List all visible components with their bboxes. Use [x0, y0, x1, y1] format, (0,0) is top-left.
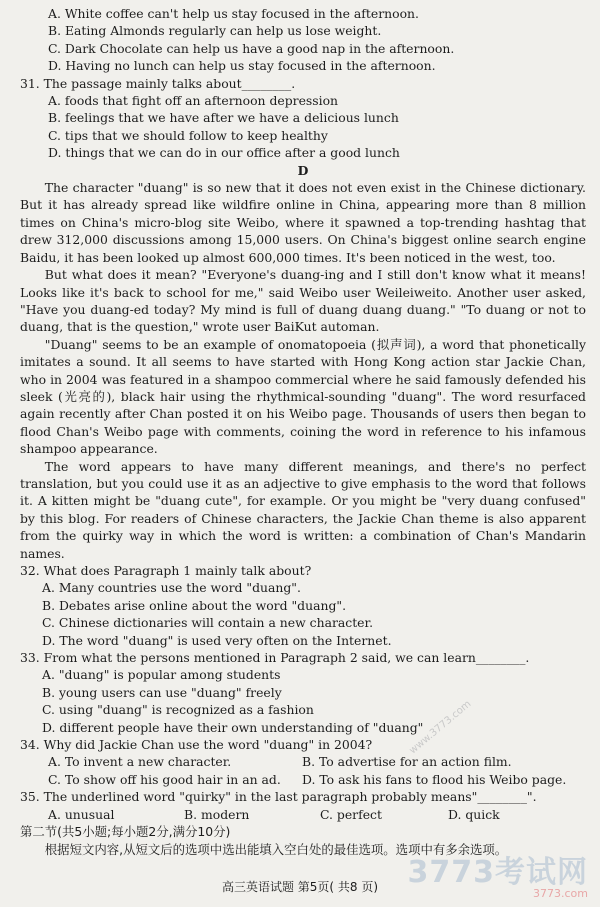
- q30-option-c: C. Dark Chocolate can help us have a good nap in the afternoon.: [48, 40, 455, 56]
- q32-option-d: D. The word "duang" is used very often on the Internet.: [42, 632, 392, 648]
- q34-option-a: A. To invent a new character.: [48, 754, 232, 770]
- q31-option-a: A. foods that fight off an afternoon depression: [48, 93, 339, 109]
- watermark: www.3773.com: [407, 698, 474, 757]
- logo-url: 3773.com: [533, 887, 588, 900]
- q34-option-c: C. To show off his good hair in an ad.: [48, 771, 281, 787]
- paragraph-1: The character "duang" is so new that it does not even exist in the Chinese dictionary. But it has already spread like wildfire online in China, appearing more than 8 million times on China's micro-blog site Weibo, where it spawned a top-trending hashtag that drew 312,000 discussions among 15,000 users. On China's biggest online search engine Baidu, it has been looked up almost 600,000 times. It's been noticed in the west, too.: [20, 180, 586, 265]
- question-32: [20, 562, 586, 649]
- question-35: [20, 788, 586, 823]
- q30-options: [20, 5, 586, 75]
- q33-option-a: A. "duang" is popular among students: [42, 667, 281, 683]
- paragraph-2: But what does it mean? "Everyone's duang-ing and I still don't know what it means! Looks like it's back to school for me," said Weibo user Weileiweito. Another user asked, "Have you duang-ed today? My mind is full of duang duang duang." "To duang or not to duang, that is the question," wrote user BaiKut automan.: [20, 267, 586, 335]
- q31-stem: 31. The passage mainly talks about________.: [20, 75, 296, 91]
- question-34: [20, 736, 586, 788]
- q32-option-c: C. Chinese dictionaries will contain a new character.: [42, 615, 374, 631]
- q34-options-row-2: [20, 771, 586, 788]
- q30-option-a: A. White coffee can't help us stay focused in the afternoon.: [48, 6, 419, 21]
- question-31: [20, 75, 586, 162]
- q31-option-b: B. feelings that we have after we have a delicious lunch: [48, 110, 399, 126]
- q33-option-b: B. young users can use "duang" freely: [42, 684, 282, 700]
- q31-option-c: C. tips that we should follow to keep healthy: [48, 127, 328, 143]
- q35-options-row: [20, 806, 586, 823]
- q34-option-b: B. To advertise for an action film.: [302, 754, 512, 770]
- q33-option-c: C. using "duang" is recognized as a fashion: [42, 702, 314, 718]
- q32-option-a: A. Many countries use the word "duang".: [42, 580, 301, 596]
- q33-option-d: D. different people have their own understanding of "duang": [42, 719, 424, 735]
- q35-stem: 35. The underlined word "quirky" in the last paragraph probably means"________".: [20, 789, 537, 805]
- logo-text: 3773考试网: [407, 855, 588, 890]
- question-33: [20, 649, 586, 736]
- q33-stem: 33. From what the persons mentioned in Paragraph 2 said, we can learn________.: [20, 650, 530, 666]
- q35-option-b: B. modern: [184, 806, 250, 822]
- paragraph-3: "Duang" seems to be an example of onomatopoeia (拟声词), a word that phonetically imitates a sound. It all seems to have started with Hong Kong action star Jackie Chan, who in 2004 was featured in a shampoo commercial where he said famously defended his sleek (光亮的), black hair using the rhythmical-sounding "duang". The word resurfaced again recently after Chan posted it on his Weibo page. Thousands of users then began to flood Chan's Weibo page with comments, coining the word in reference to his infamous shampoo appearance.: [20, 336, 586, 457]
- q30-option-d: D. Having no lunch can help us stay focused in the afternoon.: [48, 58, 436, 74]
- part2-heading: 第二节(共5小题;每小题2分,满分10分): [20, 824, 231, 840]
- q32-option-b: B. Debates arise online about the word "duang".: [42, 597, 347, 613]
- q34-options-row-1: [20, 753, 586, 770]
- site-logo: [408, 847, 589, 900]
- q35-option-d: D. quick: [448, 806, 500, 822]
- section-d-heading: D: [297, 162, 309, 178]
- q34-stem: 34. Why did Jackie Chan use the word "duang" in 2004?: [20, 737, 373, 753]
- page-footer: 高三英语试题 第5页( 共8 页): [221, 880, 379, 894]
- q31-option-d: D. things that we can do in our office after a good lunch: [48, 145, 400, 161]
- q35-option-a: A. unusual: [48, 806, 115, 822]
- q35-option-c: C. perfect: [320, 806, 382, 822]
- paragraph-4: The word appears to have many different meanings, and there's no perfect translation, but you could use it as an adjective to give emphasis to the word that follows it. A kitten might be "duang cute", for example. Or you might be "very duang confused" by this blog. For readers of Chinese characters, the Jackie Chan theme is also apparent from the quirky way in which the word is written: a combination of Chan's Mandarin names.: [20, 458, 586, 561]
- q34-option-d: D. To ask his fans to flood his Weibo page.: [302, 771, 567, 787]
- q32-stem: 32. What does Paragraph 1 mainly talk about?: [20, 563, 312, 578]
- part2-instruction: 根据短文内容,从短文后的选项中选出能填入空白处的最佳选项。选项中有多余选项。: [44, 841, 508, 857]
- q30-option-b: B. Eating Almonds regularly can help us lose weight.: [48, 23, 382, 39]
